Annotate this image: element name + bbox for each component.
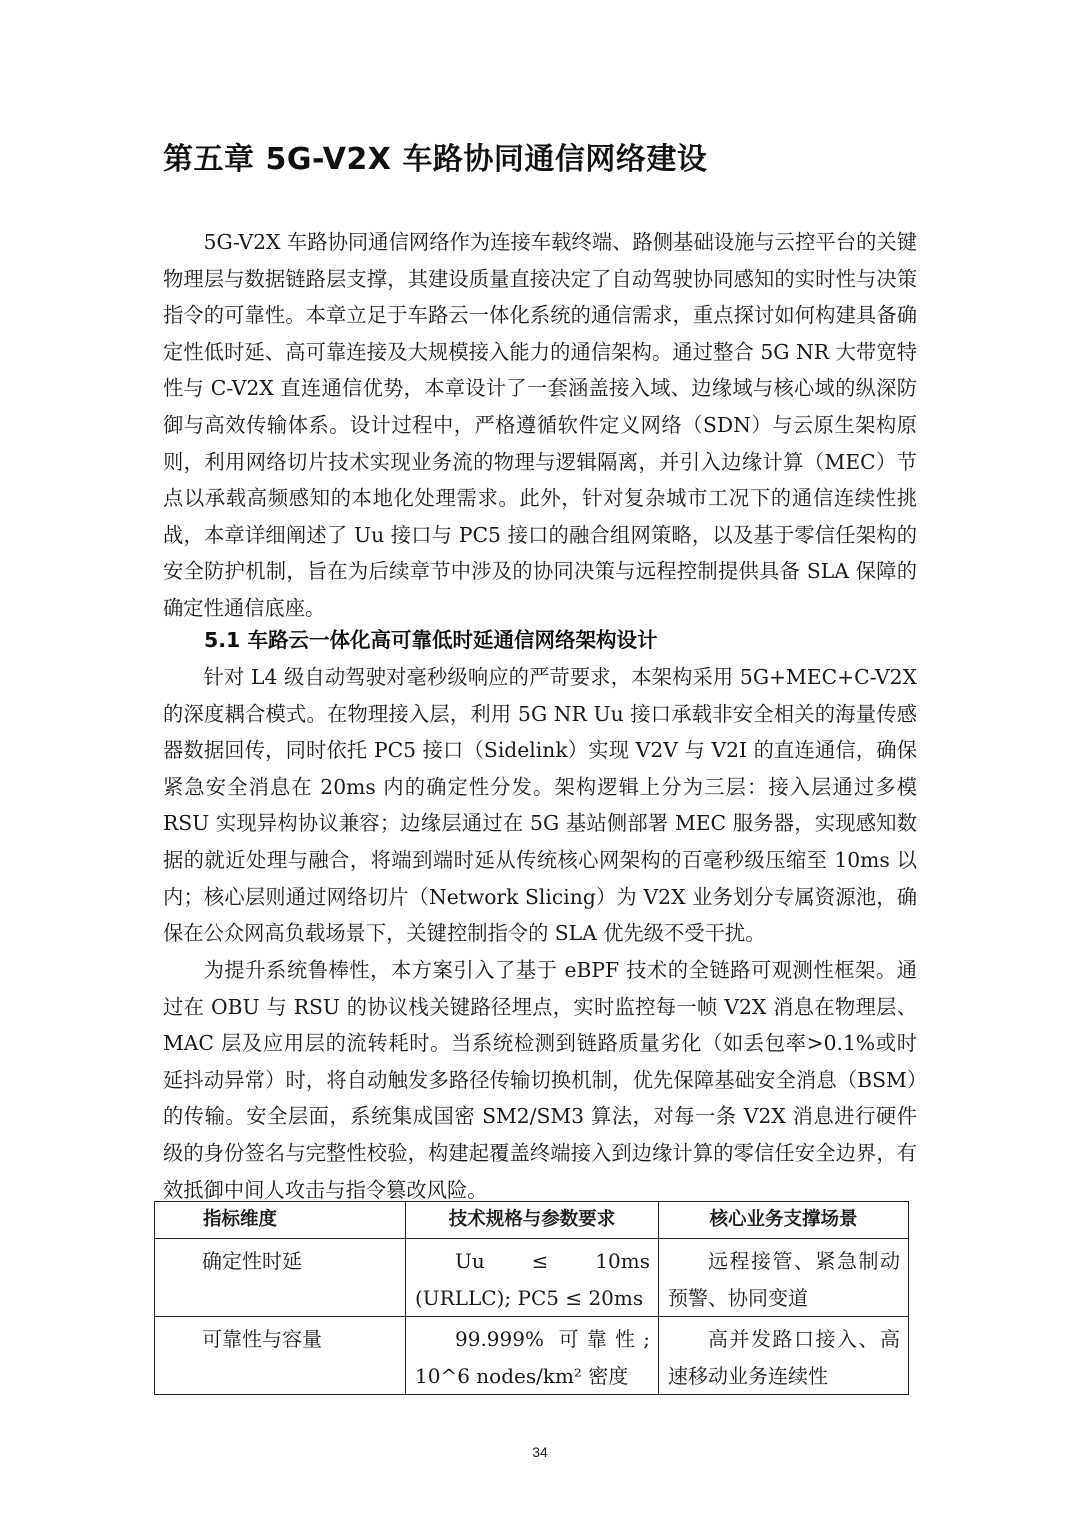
table-header-cell: 核心业务支撑场景 [659,1202,909,1239]
section-paragraph-2: 为提升系统鲁棒性，本方案引入了基于 eBPF 技术的全链路可观测性框架。通过在 OBU 与 RSU 的协议栈关键路径埋点，实时监控每一帧 V2X 消息在物理层、MAC 层及应用层的流转耗时。当系统检测到链路质量劣化（如丢包率>0.1%或时延抖动异常）时，将自动触发多路径传输切换机制，优先保障基础安全消息（BSM）的传输。安全层面，系统集成国密 SM2/SM3 算法，对每一条 V2X 消息进行硬件级的身份签名与完整性校验，构建起覆盖终端接入到边缘计算的零信任安全边界，有效抵御中间人攻击与指令篡改风险。 [163,958,917,1202]
table-cell: Uu ≤ 10ms (URLLC); PC5 ≤ 20ms [406,1239,659,1317]
table-header-row [155,1202,909,1239]
table-cell: 远程接管、紧急制动预警、协同变道 [659,1239,909,1317]
table-cell: 可靠性与容量 [155,1317,406,1395]
table-header-cell: 技术规格与参数要求 [406,1202,659,1239]
section-heading: 5.1 车路云一体化高可靠低时延通信网络架构设计 [204,628,658,652]
intro-paragraph: 5G-V2X 车路协同通信网络作为连接车载终端、路侧基础设施与云控平台的关键物理层与数据链路层支撑，其建设质量直接决定了自动驾驶协同感知的实时性与决策指令的可靠性。本章立足于车路云一体化系统的通信需求，重点探讨如何构建具备确定性低时延、高可靠连接及大规模接入能力的通信架构。通过整合 5G NR 大带宽特性与 C-V2X 直连通信优势，本章设计了一套涵盖接入域、边缘域与核心域的纵深防御与高效传输体系。设计过程中，严格遵循软件定义网络（SDN）与云原生架构原则，利用网络切片技术实现业务流的物理与逻辑隔离，并引入边缘计算（MEC）节点以承载高频感知的本地化处理需求。此外，针对复杂城市工况下的通信连续性挑战，本章详细阐述了 Uu 接口与 PC5 接口的融合组网策略，以及基于零信任架构的安全防护机制，旨在为后续章节中涉及的协同决策与远程控制提供具备 SLA 保障的确定性通信底座。 [163,230,917,620]
spec-table [154,1201,909,1395]
page-number: 34 [532,1444,548,1460]
table-cell: 99.999% 可靠性; 10^6 nodes/km² 密度 [406,1317,659,1395]
table-cell: 高并发路口接入、高速移动业务连续性 [659,1317,909,1395]
table-cell: 确定性时延 [155,1239,406,1317]
table-row [155,1317,909,1395]
chapter-title: 第五章 5G-V2X 车路协同通信网络建设 [163,142,708,177]
table-header-cell: 指标维度 [155,1202,406,1239]
section-paragraph-1: 针对 L4 级自动驾驶对毫秒级响应的严苛要求，本架构采用 5G+MEC+C-V2X 的深度耦合模式。在物理接入层，利用 5G NR Uu 接口承载非安全相关的海量传感器数据回传，同时依托 PC5 接口（Sidelink）实现 V2V 与 V2I 的直连通信，确保紧急安全消息在 20ms 内的确定性分发。架构逻辑上分为三层：接入层通过多模 RSU 实现异构协议兼容；边缘层通过在 5G 基站侧部署 MEC 服务器，实现感知数据的就近处理与融合，将端到端时延从传统核心网架构的百毫秒级压缩至 10ms 以内；核心层则通过网络切片（Network Slicing）为 V2X 业务划分专属资源池，确保在公众网高负载场景下，关键控制指令的 SLA 优先级不受干扰。 [163,665,917,946]
table-row [155,1239,909,1317]
